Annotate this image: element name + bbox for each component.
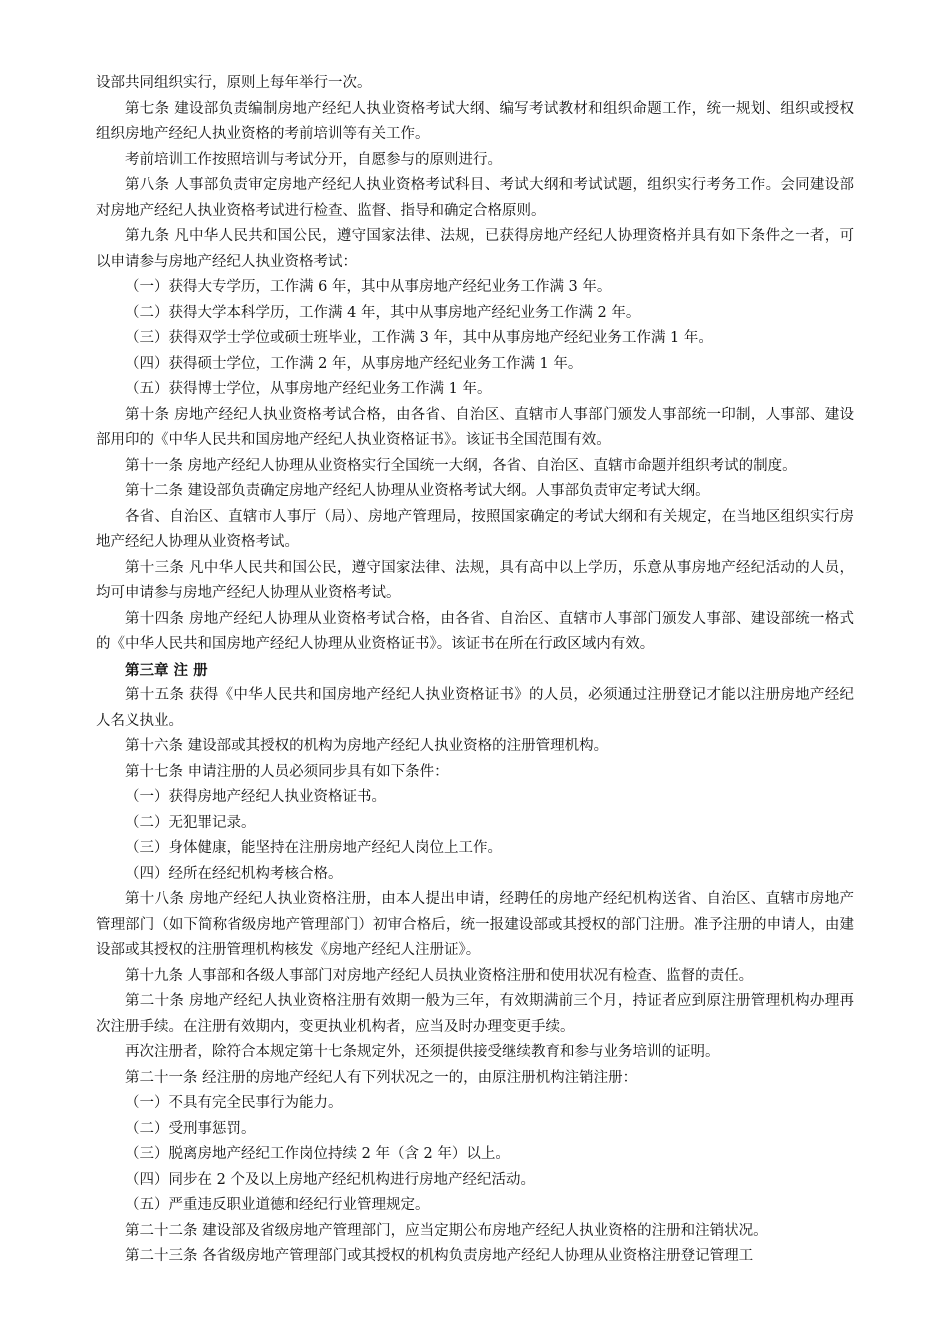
paragraph: 各省、自治区、直辖市人事厅（局）、房地产管理局，按照国家确定的考试大纲和有关规定，在当地区组织实行房地产经纪人协理从业资格考试。 <box>96 508 854 550</box>
list-item: （二）受刑事惩罚。 <box>125 1120 256 1137</box>
list-item: （四）经所在经纪机构考核合格。 <box>125 865 343 882</box>
paragraph: 第十二条 建设部负责确定房地产经纪人协理从业资格考试大纲。人事部负责审定考试大纲。 <box>125 483 710 499</box>
paragraph: 第二十一条 经注册的房地产经纪人有下列状况之一的，由原注册机构注销注册： <box>125 1069 638 1086</box>
paragraph: 第十六条 建设部或其授权的机构为房地产经纪人执业资格的注册管理机构。 <box>125 738 609 754</box>
paragraph: 考前培训工作按照培训与考试分开，自愿参与的原则进行。 <box>125 151 502 168</box>
paragraph: 第二十三条 各省级房地产管理部门或其授权的机构负责房地产经纪人协理从业资格注册登记管理工 <box>125 1248 754 1264</box>
paragraph: 再次注册者，除符合本规定第十七条规定外，还须提供接受继续教育和参与业务培训的证明。 <box>125 1044 720 1060</box>
list-item: （二）获得大学本科学历，工作满 4 年，其中从事房地产经纪业务工作满 2 年。 <box>125 304 641 321</box>
chapter-heading: 第三章 注 册 <box>125 661 208 679</box>
list-item: （三）获得双学士学位或硕士班毕业，工作满 3 年，其中从事房地产经纪业务工作满 1 年。 <box>125 330 713 346</box>
paragraph: 设部共同组织实行，原则上每年举行一次。 <box>96 75 372 91</box>
paragraph: 第八条 人事部负责审定房地产经纪人执业资格考试科目、考试大纲和考试试题，组织实行考务工作。会同建设部对房地产经纪人执业资格考试进行检查、监督、指导和确定合格原则。 <box>96 177 854 219</box>
paragraph: 第十五条 获得《中华人民共和国房地产经纪人执业资格证书》的人员，必须通过注册登记才能以注册房地产经纪人名义执业。 <box>96 687 854 729</box>
list-item: （一）获得房地产经纪人执业资格证书。 <box>125 789 386 805</box>
list-item: （一）获得大专学历，工作满 6 年，其中从事房地产经纪业务工作满 3 年。 <box>125 279 612 295</box>
paragraph: 第二十条 房地产经纪人执业资格注册有效期一般为三年，有效期满前三个月，持证者应到原注册管理机构办理再次注册手续。在注册有效期内，变更执业机构者，应当及时办理变更手续。 <box>96 993 854 1035</box>
paragraph: 第十四条 房地产经纪人协理从业资格考试合格，由各省、自治区、直辖市人事部门颁发人事部、建设部统一格式的《中华人民共和国房地产经纪人协理从业资格证书》。该证书在所在行政区域内有效。 <box>96 610 854 652</box>
paragraph: 第十七条 申请注册的人员必须同步具有如下条件： <box>125 763 449 780</box>
list-item: （一）不具有完全民事行为能力。 <box>125 1095 343 1111</box>
list-item: （四）同步在 2 个及以上房地产经纪机构进行房地产经纪活动。 <box>125 1171 535 1188</box>
list-item: （三）身体健康，能坚持在注册房地产经纪人岗位上工作。 <box>125 840 502 856</box>
list-item: （五）严重违反职业道德和经纪行业管理规定。 <box>125 1197 430 1213</box>
paragraph: 第十八条 房地产经纪人执业资格注册，由本人提出申请，经聘任的房地产经纪机构送省、自治区、直辖市房地产管理部门（如下简称省级房地产管理部门）初审合格后，统一报建设部或其授权的部门注册。准予注册的申请人，由建设部或其授权的注册管理机构核发《房地产经纪人注册证》。 <box>96 891 854 958</box>
paragraph: 第十三条 凡中华人民共和国公民，遵守国家法律、法规，具有高中以上学历，乐意从事房地产经纪活动的人员，均可申请参与房地产经纪人协理从业资格考试。 <box>96 559 854 601</box>
paragraph: 第十一条 房地产经纪人协理从业资格实行全国统一大纲，各省、自治区、直辖市命题并组织考试的制度。 <box>125 457 797 474</box>
paragraph: 第九条 凡中华人民共和国公民，遵守国家法律、法规，已获得房地产经纪人协理资格并具有如下条件之一者，可以申请参与房地产经纪人执业资格考试： <box>96 228 854 270</box>
document-body <box>96 71 854 1270</box>
list-item: （四）获得硕士学位，工作满 2 年，从事房地产经纪业务工作满 1 年。 <box>125 355 583 372</box>
list-item: （三）脱离房地产经纪工作岗位持续 2 年（含 2 年）以上。 <box>125 1146 510 1162</box>
paragraph: 第十条 房地产经纪人执业资格考试合格，由各省、自治区、直辖市人事部门颁发人事部统一印制，人事部、建设部用印的《中华人民共和国房地产经纪人执业资格证书》。该证书全国范围有效。 <box>96 406 854 448</box>
list-item: （二）无犯罪记录。 <box>125 814 256 831</box>
paragraph: 第七条 建设部负责编制房地产经纪人执业资格考试大纲、编写考试教材和组织命题工作，统一规划、组织或授权组织房地产经纪人执业资格的考前培训等有关工作。 <box>96 100 854 142</box>
paragraph: 第十九条 人事部和各级人事部门对房地产经纪人员执业资格注册和使用状况有检查、监督的责任。 <box>125 967 754 984</box>
list-item: （五）获得博士学位，从事房地产经纪业务工作满 1 年。 <box>125 381 492 397</box>
paragraph: 第二十二条 建设部及省级房地产管理部门，应当定期公布房地产经纪人执业资格的注册和注销状况。 <box>125 1222 768 1239</box>
